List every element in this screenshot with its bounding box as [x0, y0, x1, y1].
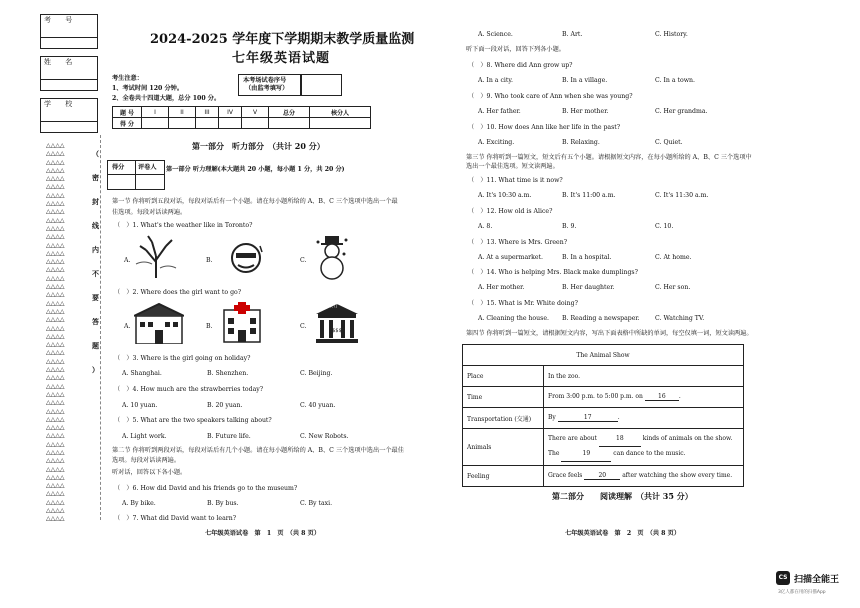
- option-c: C. Her son.: [655, 284, 691, 291]
- dialog-intro: 听下面一段对话，回答下列各小题。: [466, 46, 565, 53]
- seat-number-field[interactable]: [300, 74, 342, 96]
- q1-option-c-label: C.: [300, 257, 307, 264]
- score-table: [112, 106, 371, 129]
- score-head-4: IV: [219, 107, 242, 118]
- row-label-time: Time: [463, 387, 544, 408]
- q5-option-a: A. Light work.: [122, 433, 167, 440]
- seal-char: 答: [92, 317, 99, 326]
- question: （ ）13. Where is Mrs. Green?: [468, 239, 568, 246]
- question: （ ）14. Who is helping Mrs. Black make dumplings?: [468, 269, 638, 276]
- option-c: C. It's 11:30 a.m.: [655, 192, 709, 199]
- footer-page-1: 七年级英语试卷 第 1 页 （共 8 页）: [205, 530, 321, 537]
- seat-number-label: 本考场试卷序号: [243, 77, 287, 84]
- score-cell[interactable]: [142, 118, 169, 129]
- q7-option-c: C. History.: [655, 31, 688, 38]
- row-value-place: In the zoo.: [544, 366, 744, 387]
- sec3-line1: 第三节 你将听到一篇短文，短文后有五个小题。请根据短文内容，在每小题所给的 A、B、C 三个选项中: [466, 154, 752, 161]
- animal-show-table: [462, 344, 744, 487]
- note-2: 2、全卷共十四道大题，总分 100 分。: [112, 95, 221, 102]
- blank-16[interactable]: 16: [645, 393, 679, 401]
- option-b: B. 9.: [562, 223, 577, 230]
- binding-triangles: △△△△ △△△△ △△△△ △△△△ △△△△ △△△△ △△△△ △△△△ △△△△ △△△△ △△△△ △△△△ △△△△ △△△△ △△△△ △△△△ △△△△ △△△△ △△△△ △△△△ △△△△ △△△△ △△△△ △△△△ △△△△ △△△△ △△△△ △△△△ △△△△ △△△△ △△△△ △△△△ △△△△ △△△△ △△△△ △△△△ △△△△ △△△△ △△△△ △△△△ △△△△ △△△△ △△△△ △△△△ △△△△ △△△△: [46, 142, 65, 523]
- svg-text:$$$: $$$: [332, 328, 342, 334]
- school-field[interactable]: [40, 120, 98, 133]
- bare-tree-wind-icon: [134, 234, 178, 278]
- binding-seal-line: [100, 135, 101, 520]
- q7: （ ）7. What did David want to learn?: [114, 515, 237, 522]
- row-label-place: Place: [463, 366, 544, 387]
- exam-title: 2024-2025 学年度下学期期末教学质量监测: [150, 32, 415, 47]
- blank-19[interactable]: 19: [561, 447, 611, 462]
- seat-number-sub: （由监考填写）: [245, 85, 289, 92]
- option-a: A. It's 10:30 a.m.: [478, 192, 532, 199]
- notes-title: 考生注意：: [112, 75, 143, 82]
- option-b: B. In a village.: [562, 77, 608, 84]
- q6-option-a: A. By bike.: [122, 500, 156, 507]
- option-a: A. At a supermarket.: [478, 254, 543, 261]
- option-a: A. Her mother.: [478, 284, 525, 291]
- table-title: The Animal Show: [463, 345, 744, 366]
- score-cell[interactable]: [242, 118, 269, 129]
- score-head-5: V: [242, 107, 269, 118]
- q2-option-c-label: C.: [300, 323, 307, 330]
- seal-char: （: [92, 149, 99, 158]
- q3-option-b: B. Shenzhen.: [207, 370, 249, 377]
- watermark-brand: 扫描全能王: [794, 575, 840, 585]
- option-b: B. It's 11:00 a.m.: [562, 192, 616, 199]
- grader-box: [107, 160, 165, 190]
- note-1: 1、考试时间 120 分钟。: [112, 85, 184, 92]
- q1-option-a-label: A.: [124, 257, 131, 264]
- seal-char: 线: [92, 221, 99, 230]
- sec2-line2: 选项。每段对话读两遍。: [112, 457, 181, 464]
- q2-option-b-label: B.: [206, 323, 213, 330]
- score-head-total: 总分: [269, 107, 310, 118]
- seal-char: 要: [92, 293, 99, 302]
- option-c: C. 10.: [655, 223, 674, 230]
- row-label-feeling: Feeling: [463, 466, 544, 487]
- q7-option-a: A. Science.: [478, 31, 513, 38]
- option-b: B. Her mother.: [562, 108, 609, 115]
- row-value-transport: By 17 .: [544, 408, 744, 429]
- seal-char: 不: [92, 269, 99, 278]
- q4-option-c: C. 40 yuan.: [300, 402, 336, 409]
- snowman-icon: [314, 234, 350, 280]
- option-b: B. In a hospital.: [562, 254, 612, 261]
- option-a: A. Cleaning the house.: [478, 315, 549, 322]
- score-row-label: 得 分: [113, 118, 142, 129]
- question: （ ）8. Where did Ann grow up?: [468, 62, 573, 69]
- blank-18[interactable]: 18: [599, 432, 641, 447]
- sec3-line2: 选出一个最佳选项。短文读两遍。: [466, 163, 559, 170]
- score-cell[interactable]: [310, 118, 371, 129]
- q4: （ ）4. How much are the strawberries today?: [114, 386, 264, 393]
- option-c: C. At home.: [655, 254, 692, 261]
- option-b: B. Reading a newspaper.: [562, 315, 640, 322]
- q5-option-b: B. Future life.: [207, 433, 251, 440]
- row-label-animals: Animals: [463, 429, 544, 466]
- row-value-animals: There are about 18 kinds of animals on the show. The 19 can dance to the music.: [544, 429, 744, 466]
- name-field[interactable]: [40, 78, 98, 91]
- q4-option-a: A. 10 yuan.: [122, 402, 158, 409]
- sec1-line2: 佳选项。每段对话读两遍。: [112, 209, 187, 216]
- option-c: C. Watching TV.: [655, 315, 705, 322]
- option-a: A. Her father.: [478, 108, 521, 115]
- school-building-icon: [134, 302, 184, 344]
- q1-option-b-label: B.: [206, 257, 213, 264]
- q2-option-a-label: A.: [124, 323, 131, 330]
- blank-20[interactable]: 20: [584, 472, 620, 480]
- q3-option-a: A. Shanghai.: [122, 370, 162, 377]
- question: （ ）12. How old is Alice?: [468, 208, 553, 215]
- question: （ ）11. What time is it now?: [468, 177, 563, 184]
- exam-number-field[interactable]: [40, 36, 98, 49]
- sec2-line1: 第二节 你将听到两段对话，每段对话后有几个小题。请在每小题所给的 A、B、C 三个选项中选出一个最佳: [112, 447, 404, 454]
- score-cell[interactable]: [219, 118, 242, 129]
- q3-option-c: C. Beijing.: [300, 370, 333, 377]
- row-value-feeling: Grace feels 20 after watching the show every time.: [544, 466, 744, 487]
- score-head-checker: 核分人: [310, 107, 371, 118]
- school-label: 学 校: [44, 100, 79, 108]
- row-label-transport: Transportation (交通): [463, 408, 544, 429]
- sec4-instructions: 第四节 你将听到一篇短文，请根据短文内容，写出下面表格中所缺的单词，每空仅填一词，短文读两遍。: [466, 330, 753, 337]
- option-b: B. Her daughter.: [562, 284, 615, 291]
- option-c: C. In a town.: [655, 77, 695, 84]
- q1: （ ）1. What's the weather like in Toronto?: [114, 222, 253, 229]
- score-head-1: I: [142, 107, 169, 118]
- score-cell[interactable]: [269, 118, 310, 129]
- option-a: A. In a city.: [478, 77, 514, 84]
- sweating-face-hot-icon: [226, 238, 266, 278]
- blank-17[interactable]: 17: [558, 414, 618, 422]
- score-head-0: 题 号: [113, 107, 142, 118]
- q3: （ ）3. Where is the girl going on holiday?: [114, 355, 251, 362]
- name-label: 姓 名: [44, 58, 79, 66]
- part2-heading: 第二部分 阅读理解 （共计 35 分）: [552, 491, 693, 501]
- bank-sign: 银行: [328, 303, 339, 309]
- question: （ ）15. What is Mr. White doing?: [468, 300, 578, 307]
- question: （ ）10. How does Ann like her life in the past?: [468, 124, 621, 131]
- exam-subtitle: 七年级英语试题: [232, 51, 331, 66]
- q4-option-b: B. 20 yuan.: [207, 402, 243, 409]
- sec1-line1: 第一节 你将听到五段对话，每段对话后有一个小题。请在每小题所给的 A、B、C 三个选项中选出一个最: [112, 198, 398, 205]
- option-c: C. Her grandma.: [655, 108, 708, 115]
- q2: （ ）2. Where does the girl want to go?: [114, 289, 242, 296]
- part1-sub: 第一部分 听力理解(本大题共 20 小题，每小题 1 分，共 20 分): [166, 166, 345, 173]
- score-cell[interactable]: [196, 118, 219, 129]
- q6: （ ）6. How did David and his friends go to the museum?: [114, 485, 298, 492]
- sec2-line3: 听对话，回答以下各小题。: [112, 469, 187, 476]
- grader-score-label: 得分: [112, 164, 125, 171]
- q6-option-c: C. By taxi.: [300, 500, 333, 507]
- score-head-3: III: [196, 107, 219, 118]
- grader-reviewer-label: 评卷人: [138, 164, 157, 171]
- seal-char: ）: [92, 365, 99, 374]
- seal-char: 封: [92, 197, 99, 206]
- q5: （ ）5. What are the two speakers talking about?: [114, 417, 272, 424]
- option-b: B. Relaxing.: [562, 139, 600, 146]
- part1-heading: 第一部分 听力部分 （共计 20 分）: [192, 141, 325, 151]
- footer-page-2: 七年级英语试卷 第 2 页 （共 8 页）: [565, 530, 681, 537]
- exam-number-label: 考 号: [44, 16, 79, 24]
- score-cell[interactable]: [169, 118, 196, 129]
- question: （ ）9. Who took care of Ann when she was young?: [468, 93, 633, 100]
- score-head-2: II: [169, 107, 196, 118]
- option-a: A. Exciting.: [478, 139, 515, 146]
- q6-option-b: B. By bus.: [207, 500, 239, 507]
- seal-char: 内: [92, 245, 99, 254]
- watermark-sub: 3亿人都在用的扫描App: [778, 590, 826, 595]
- seal-char: 题: [92, 341, 99, 350]
- option-a: A. 8.: [478, 223, 493, 230]
- row-value-time: From 3:00 p.m. to 5:00 p.m. on 16 .: [544, 387, 744, 408]
- q5-option-c: C. New Robots.: [300, 433, 349, 440]
- hospital-icon: [220, 300, 264, 344]
- option-c: C. Quiet.: [655, 139, 683, 146]
- seal-char: 密: [92, 173, 99, 182]
- camscanner-logo-icon: CS: [776, 571, 790, 585]
- q7-option-b: B. Art.: [562, 31, 583, 38]
